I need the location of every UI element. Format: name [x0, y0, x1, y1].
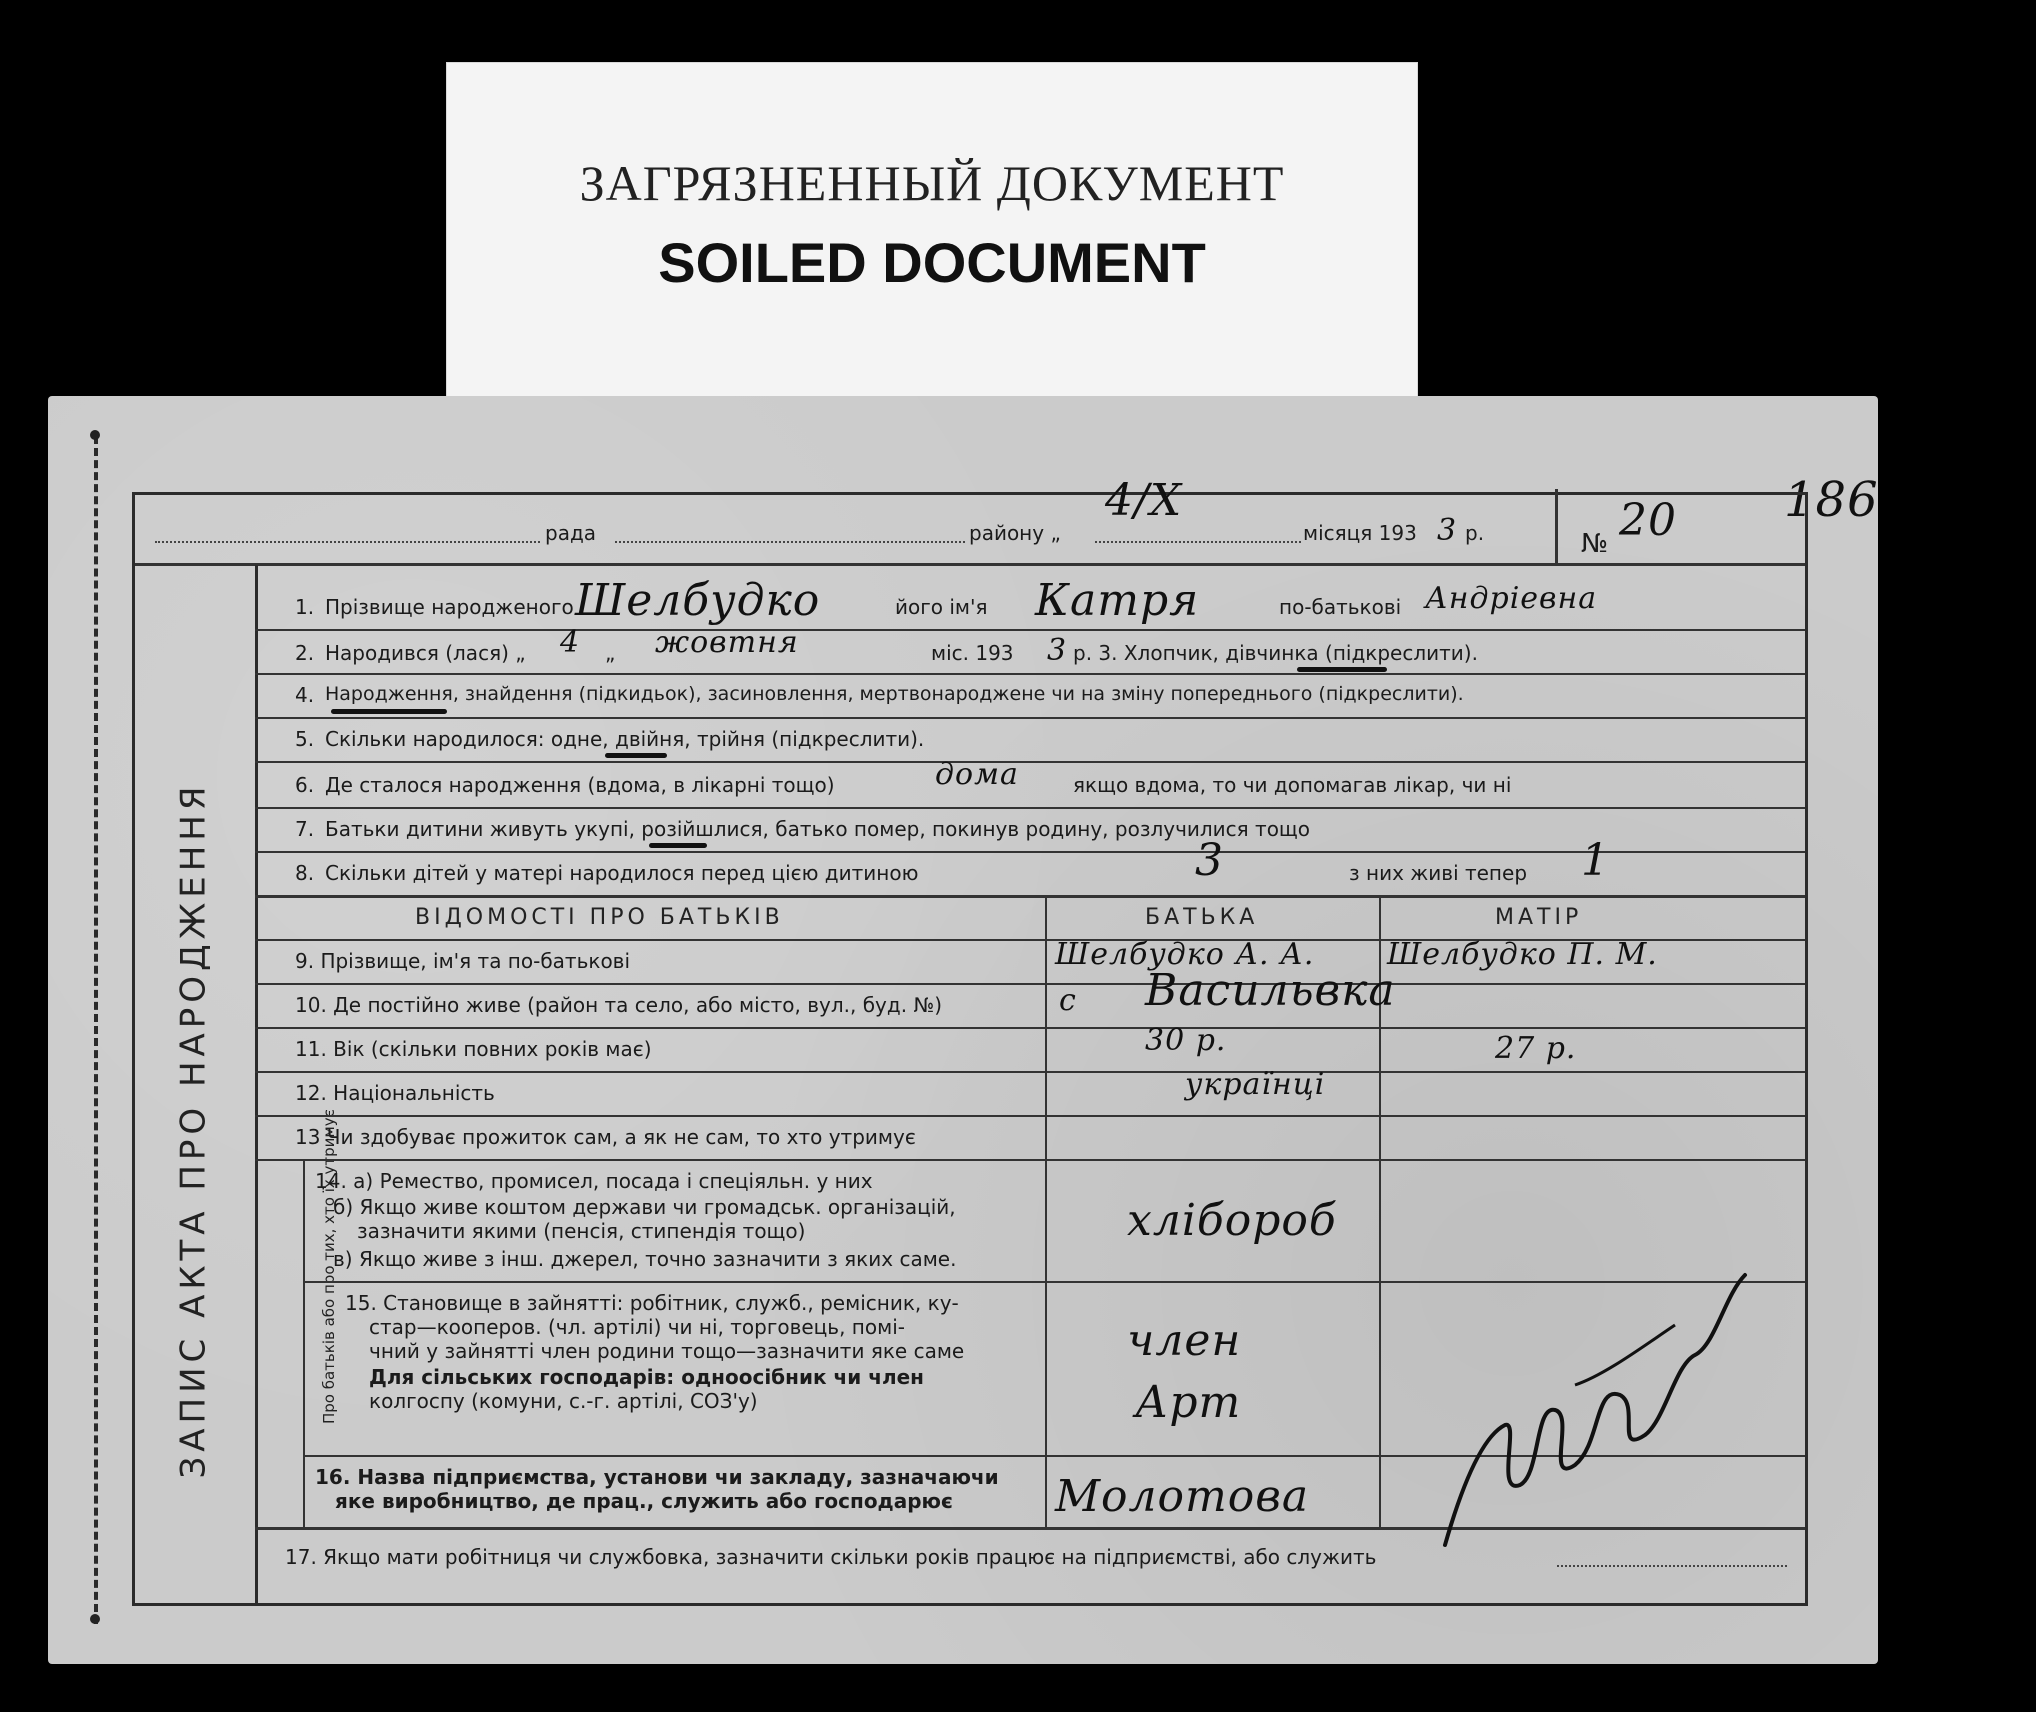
- row-1-patronymic-label: по-батькові: [1279, 595, 1402, 619]
- perforation-line: [94, 436, 98, 1624]
- residence-village-value: Васильвка: [1145, 965, 1396, 1016]
- header-rule: [135, 563, 1805, 566]
- number-label: №: [1581, 529, 1609, 559]
- row-14a-label: 14. а) Ремество, промисел, посада і спеціяльн. у них: [315, 1169, 873, 1193]
- row-16-label-2: яке виробництво, де прац., служить або господарює: [335, 1489, 953, 1513]
- row-4-rule: [255, 717, 1805, 719]
- birth-day-value: 4: [560, 625, 581, 660]
- row-13-rule: [255, 1159, 1805, 1161]
- birth-month-value: жовтня: [655, 625, 799, 660]
- notice-title-en: SOILED DOCUMENT: [658, 231, 1206, 294]
- first-name-value: Катря: [1035, 575, 1200, 626]
- row-15-label-4: Для сільських господарів: одноосібник чи член: [369, 1365, 924, 1389]
- row-6-label: Де сталося народження (вдома, в лікарні тощо): [325, 773, 835, 797]
- signature-scribble: [1425, 1235, 1765, 1555]
- children-count-value: 3: [1195, 835, 1224, 886]
- row-9-label: 9. Прізвище, ім'я та по-батькові: [295, 949, 631, 973]
- father-age-value: 30 р.: [1145, 1023, 1227, 1058]
- number-value: 20: [1619, 495, 1677, 546]
- employment-status-value: член: [1127, 1315, 1242, 1366]
- corner-number: 186: [1784, 472, 1879, 528]
- row-1-rule: [255, 629, 1805, 631]
- date-value: 4/X: [1105, 475, 1183, 526]
- surname-value: Шелбудко: [575, 575, 821, 626]
- father-name-value: Шелбудко А. А.: [1055, 937, 1315, 972]
- mother-name-value: Шелбудко П. М.: [1387, 937, 1658, 972]
- notice-title-ru: ЗАГРЯЗНЕННЫЙ ДОКУМЕНТ: [579, 155, 1285, 211]
- row-15-label-3: чний у зайнятті член родини тощо—зазначити яке саме: [369, 1339, 965, 1363]
- row-8-rule: [255, 895, 1805, 898]
- row-15-label-5: колгоспу (комуни, с.-г. артілі, СОЗ'у): [369, 1389, 758, 1413]
- row-10-label: 10. Де постійно живе (район та село, або місто, вул., буд. №): [295, 993, 943, 1017]
- punch-hole: [90, 1614, 100, 1624]
- row-4-number: 4.: [295, 683, 315, 707]
- date-dotted-line: [1095, 541, 1301, 543]
- birth-year-digit: 3: [1047, 633, 1068, 668]
- row-6-rule: [255, 807, 1805, 809]
- row-6-label-2: якщо вдома, то чи допомагав лікар, чи ні: [1073, 773, 1512, 797]
- row-1-label: Прізвище народженого: [325, 595, 574, 619]
- row-2-label: Народився (лася) „: [325, 641, 526, 665]
- row-11-label: 11. Вік (скільки повних років має): [295, 1037, 652, 1061]
- year-digit: 3: [1437, 513, 1458, 548]
- punch-hole: [90, 430, 100, 440]
- rada-label: рада: [545, 521, 597, 545]
- row-14b2-label: зазначити якими (пенсія, стипендія тощо): [357, 1219, 806, 1243]
- row-14c-label: в) Якщо живе з інш. джерел, точно зазначити з яких саме.: [333, 1247, 957, 1271]
- row-5-number: 5.: [295, 727, 315, 751]
- row-5-rule: [255, 761, 1805, 763]
- row-7-number: 7.: [295, 817, 315, 841]
- row-5-label: Скільки народилося: одне, двійня, трійня (підкреслити).: [325, 727, 925, 751]
- raion-label: району „: [969, 521, 1061, 545]
- mother-age-value: 27 р.: [1495, 1031, 1577, 1066]
- row-6-number: 6.: [295, 773, 315, 797]
- row-12-label: 12. Національність: [295, 1081, 495, 1105]
- row-17-label: 17. Якщо мати робітниця чи службовка, зазначити скільки років працює на підприємстві, або служить: [285, 1545, 1377, 1569]
- row-15-label-1: 15. Становище в зайнятті: робітник, служб., ремісник, ку-: [345, 1291, 959, 1315]
- birth-place-value: дома: [935, 757, 1019, 792]
- workplace-value: Молотова: [1055, 1471, 1310, 1522]
- father-residence-value: с: [1059, 983, 1077, 1018]
- year-suffix: р.: [1465, 521, 1485, 545]
- row-4-label: Народження, знайдення (підкидьок), засиновлення, мертвонароджене чи на зміну попереднього (підкреслити).: [325, 683, 1464, 705]
- row-10-rule: [255, 1027, 1805, 1029]
- row-14b-label: б) Якщо живе коштом держави чи громадськ. організацій,: [333, 1195, 956, 1219]
- row-15-label-2: стар—кооперов. (чл. артілі) чи ні, торговець, помі-: [369, 1315, 905, 1339]
- row-8-number: 8.: [295, 861, 315, 885]
- form-frame: [132, 475, 1808, 1606]
- row-7-rule: [255, 851, 1805, 853]
- parents-section-header: ВІДОМОСТІ ПРО БАТЬКІВ: [415, 905, 784, 930]
- row-2-sex-label: р. 3. Хлопчик, дівчинка (підкреслити).: [1073, 641, 1478, 665]
- side-note-divider: [303, 1159, 305, 1527]
- raion-dotted-line: [615, 541, 965, 543]
- girl-underline: [1297, 667, 1387, 672]
- row-1-number: 1.: [295, 595, 315, 619]
- side-note: Про батьків або про тих, хто їх утримує: [320, 1109, 338, 1424]
- row-2-year-label: міс. 193: [931, 641, 1014, 665]
- soiled-document-label: [446, 62, 1418, 410]
- row-8-label-2: з них живі тепер: [1349, 861, 1528, 885]
- father-column-header: БАТЬКА: [1145, 905, 1259, 930]
- row-12-rule: [255, 1115, 1805, 1117]
- row-9-rule: [255, 983, 1805, 985]
- row-11-rule: [255, 1071, 1805, 1073]
- side-title: ЗАПИС АКТА ПРО НАРОДЖЕННЯ: [173, 781, 213, 1479]
- row-2-quote: „: [605, 641, 616, 665]
- single-underline: [605, 753, 667, 758]
- row-16-label-1: 16. Назва підприємства, установи чи закладу, зазначаючи: [315, 1465, 999, 1489]
- row-8-label: Скільки дітей у матері народилося перед цією дитиною: [325, 861, 919, 885]
- mother-column-header: МАТІР: [1495, 905, 1583, 930]
- artel-value: Арт: [1135, 1377, 1242, 1428]
- rada-dotted-line: [155, 541, 540, 543]
- patronymic-value: Андріевна: [1425, 581, 1598, 616]
- row-7-label: Батьки дитини живуть укупі, розійшлися, батько помер, покинув родину, розлучилися тощо: [325, 817, 1311, 841]
- row-1-name-label: його ім'я: [895, 595, 988, 619]
- birth-record-card: [48, 396, 1878, 1664]
- row-2-number: 2.: [295, 641, 315, 665]
- father-column-divider: [1045, 895, 1047, 1527]
- row-13-label: 13 Чи здобуває прожиток сам, а як не сам, то хто утримує: [295, 1125, 916, 1149]
- children-alive-value: 1: [1581, 835, 1610, 886]
- number-box-divider: [1555, 489, 1558, 563]
- nationality-value: українці: [1185, 1067, 1326, 1102]
- row-17-dotted-line: [1557, 1565, 1787, 1567]
- birth-underline: [331, 709, 447, 714]
- together-underline: [649, 843, 707, 848]
- occupation-value: хлібороб: [1127, 1195, 1337, 1246]
- month-label: місяця 193: [1303, 521, 1417, 545]
- row-2-rule: [255, 673, 1805, 675]
